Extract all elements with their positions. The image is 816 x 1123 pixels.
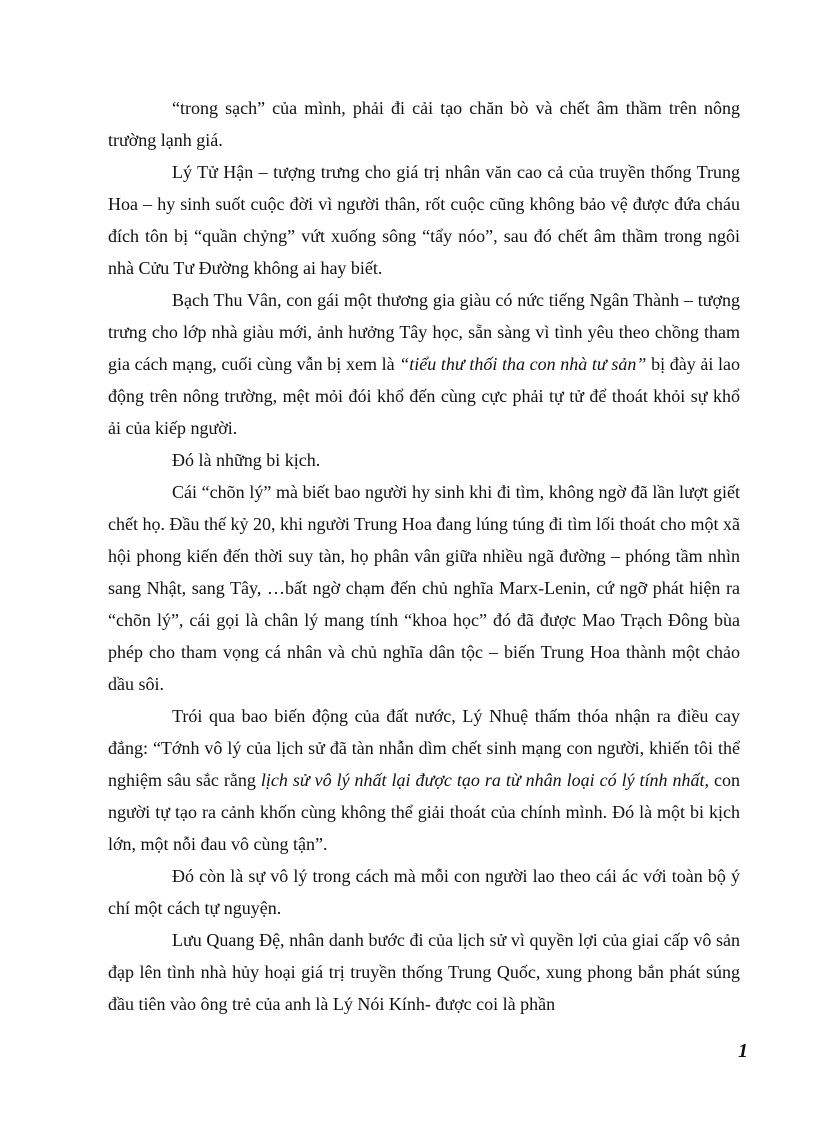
paragraph-2: Lý Tử Hận – tượng trưng cho giá trị nhân văn cao cả của truyền thống Trung Hoa – hy sinh suốt cuộc đời vì người thân, rốt cuộc cũng không bảo vệ được đứa cháu đích tôn bị “quần chỷng” vứt xuống sông “tẩy nóo”, sau đó chết âm thầm trong ngôi nhà Cửu Tư Đường không ai hay biết. (108, 162, 740, 278)
page-number: 1 (738, 1040, 748, 1062)
paragraph-4: Đó là những bi kịch. (172, 450, 321, 470)
paragraph-3-text-end: bị đày ải lao động trên nông trường, mệt mỏi đói khổ đến cùng cực phải tự tử để thoát khỏi sự khổ ải của kiếp người. (108, 354, 740, 438)
paragraph-3-text-start: Bạch Thu Vân, con gái một thương gia giàu có nức tiếng Ngân Thành – tượng trưng cho lớp nhà giàu mới, ảnh hưởng Tây học, sẵn sàng vì tình yêu theo chồng tham gia cách mạng, cuối cùng vẫn bị xem là (108, 290, 740, 374)
body-text (108, 92, 740, 1020)
paragraph-5: Cái “chõn lý” mà biết bao người hy sinh khi đi tìm, không ngờ đã lần lượt giết chết họ. Đầu thế kỷ 20, khi người Trung Hoa đang lúng túng đi tìm lối thoát cho một xã hội phong kiến đến thời suy tàn, họ phân vân giữa nhiều ngã đường – phóng tầm nhìn sang Nhật, sang Tây, …bất ngờ chạm đến chủ nghĩa Marx-Lenin, cứ ngỡ phát hiện ra “chõn lý”, cái gọi là chân lý mang tính “khoa học” đó đã được Mao Trạch Đông bùa phép cho tham vọng cá nhân và chủ nghĩa dân tộc – biến Trung Hoa thành một chảo dầu sôi. (108, 482, 740, 694)
paragraph-7: Đó còn là sự vô lý trong cách mà mỗi con người lao theo cái ác với toàn bộ ý chí một cách tự nguyện. (108, 866, 740, 918)
paragraph-3-italic-quote: “tiểu thư thối tha con nhà tư sản” (399, 354, 647, 374)
paragraph-3 (108, 284, 740, 444)
paragraph-6-text-start: Trói qua bao biến động của đất nước, Lý Nhuệ thấm thóa nhận ra điều cay đắng: “Tớnh vô lý của lịch sử đã tàn nhẫn dìm chết sinh mạng con người, khiến tôi thể nghiệm sâu sắc rằng (108, 706, 740, 790)
paragraph-6 (108, 700, 740, 860)
paragraph-8: Lưu Quang Đệ, nhân danh bước đi của lịch sử vì quyền lợi của giai cấp vô sản đạp lên tình nhà hủy hoại giá trị truyền thống Trung Quốc, xung phong bắn phát súng đầu tiên vào ông trẻ của anh là Lý Nói Kính- được coi là phần (108, 930, 740, 1014)
paragraph-6-italic-quote: lịch sử vô lý nhất lại được tạo ra từ nhân loại có lý tính nhất, (260, 770, 710, 790)
paragraph-1: “trong sạch” của mình, phải đi cải tạo chăn bò và chết âm thầm trên nông trường lạnh giá. (108, 98, 740, 150)
paragraph-6-text-end: con người tự tạo ra cảnh khốn cùng không thể giải thoát của chính mình. Đó là một bi kịch lớn, một nỗi đau vô cùng tận”. (108, 770, 740, 854)
